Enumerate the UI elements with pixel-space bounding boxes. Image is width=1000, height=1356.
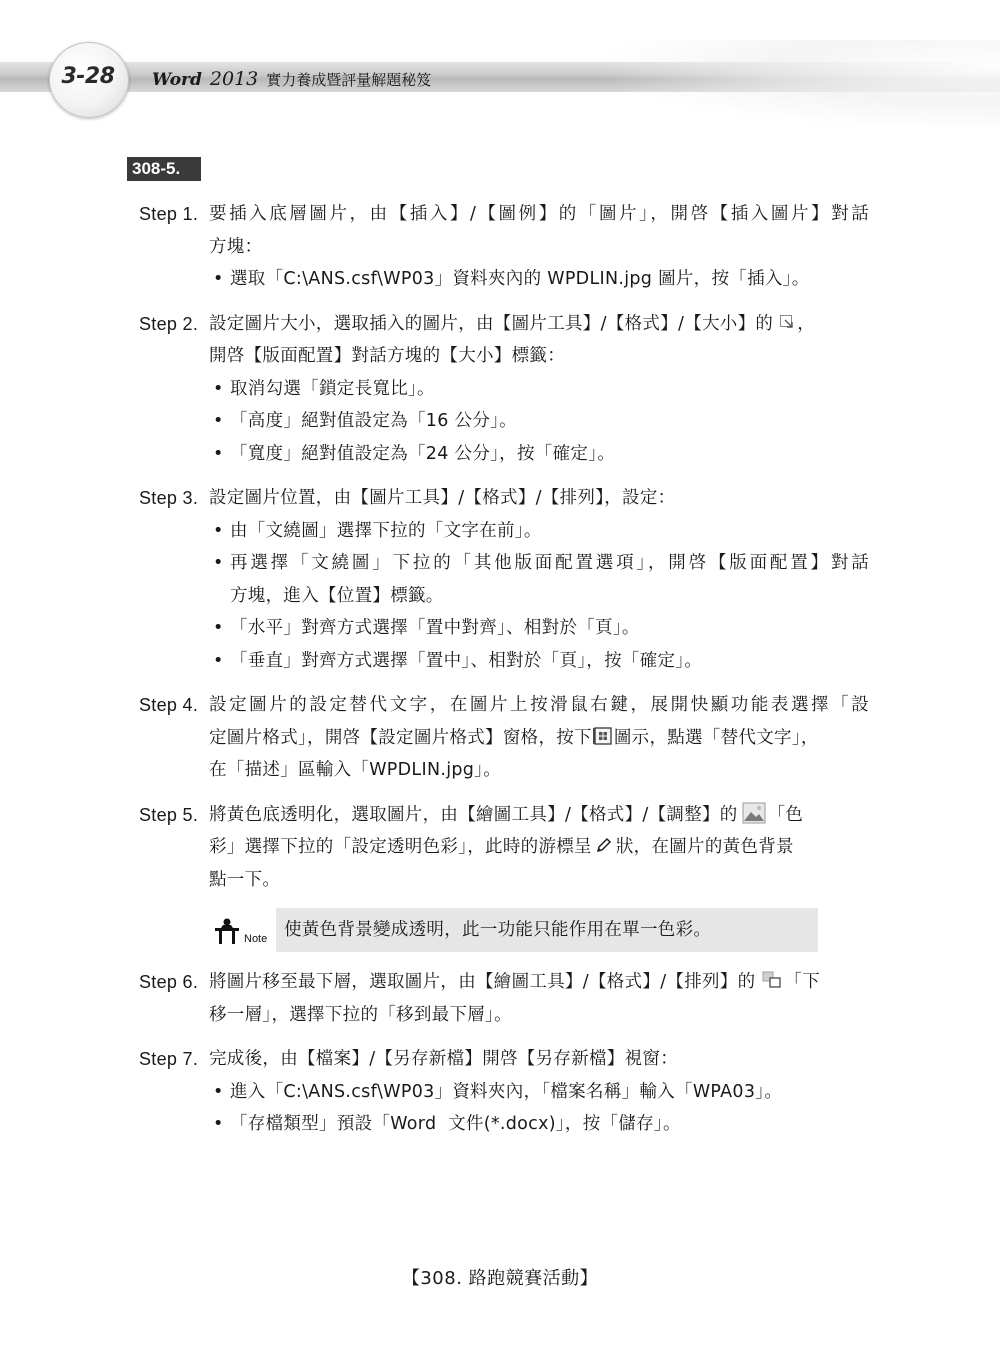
step-2 (139, 308, 869, 471)
step-text-part: 「下 (784, 972, 820, 992)
bullet-dot: • (213, 1081, 224, 1102)
step-label: Step 4. (139, 695, 199, 715)
step-label: Step 6. (139, 972, 199, 992)
bullet-text: 方塊，進入【位置】標籤。 (230, 585, 444, 606)
step-text-part: 彩」選擇下拉的「設定透明色彩」，此時的游標呈 (209, 837, 592, 857)
bullet-item (139, 547, 869, 580)
bullet-item (139, 1076, 869, 1109)
step-label: Step 3. (139, 488, 199, 508)
page-number: 3-28 (61, 64, 115, 89)
step-text: 要插入底層圖片，由【插入】/【圖例】的「圖片」，開啓【插入圖片】對話 (209, 204, 869, 224)
step-1 (139, 198, 869, 296)
bullet-item (139, 373, 869, 406)
bullet-text: 再選擇「文繞圖」下拉的「其他版面配置選項」，開啓【版面配置】對話 (230, 553, 869, 573)
step-label: Step 5. (139, 804, 199, 825)
transparent-pen-icon (595, 836, 613, 854)
step-text (209, 308, 869, 341)
step-text: 設定圖片的設定替代文字，在圖片上按滑鼠右鍵，展開快顯功能表選擇「設 (209, 695, 869, 715)
step-label: Step 2. (139, 313, 199, 334)
step-text (209, 799, 869, 832)
step-text: 方塊： (209, 236, 263, 257)
bullet-dot: • (213, 553, 224, 573)
bullet-text: 選取「C:\ANS.csf\WP03」資料夾內的 WPDLIN.jpg 圖片，按「插入」。 (230, 269, 810, 289)
bullet-item (139, 612, 869, 645)
note-icon (213, 918, 271, 946)
step-label: Step 1. (139, 204, 199, 224)
step-text (209, 831, 869, 864)
bullet-dot: • (213, 520, 224, 541)
bullet-dot: • (213, 411, 224, 431)
bullet-dot: • (213, 618, 224, 638)
bullet-dot: • (213, 443, 224, 464)
bullet-text: 「垂直」對齊方式選擇「置中」、相對於「頁」，按「確定」。 (230, 650, 703, 671)
book-title-subtitle: 實力養成暨評量解題秘笈 (266, 71, 432, 89)
note-callout (139, 908, 869, 952)
bullet-item (139, 438, 869, 471)
bullet-text: 「高度」絕對值設定為「16 公分」。 (230, 411, 517, 431)
step-text: 開啓【版面配置】對話方塊的【大小】標籤： (209, 346, 565, 366)
step-3 (139, 482, 869, 677)
step-text (209, 722, 869, 755)
layout-properties-icon (593, 726, 613, 746)
steps-list (139, 198, 869, 1153)
bullet-text: 「存檔類型」預設「Word 文件(*.docx)」，按「儲存」。 (230, 1114, 681, 1134)
bullet-item (139, 405, 869, 438)
step-text: 設定圖片位置，由【圖片工具】/【格式】/【排列】，設定： (209, 488, 676, 508)
note-icon-label: Note (244, 933, 268, 945)
bullet-text: 進入「C:\ANS.csf\WP03」資料夾內，「檔案名稱」輸入「WPA03」。 (230, 1081, 783, 1102)
step-text-part: ， (797, 313, 816, 334)
step-text-part: 「色 (767, 804, 804, 825)
step-text: 移一層」，選擇下拉的「移到最下層」。 (209, 1004, 512, 1025)
header-highlight (600, 40, 1000, 130)
bullet-dot: • (213, 650, 224, 671)
step-5 (139, 799, 869, 897)
book-title-word: Word (152, 70, 202, 90)
book-title (152, 68, 431, 90)
bullet-text: 「水平」對齊方式選擇「置中對齊」、相對於「頁」。 (230, 618, 640, 638)
bullet-item (139, 263, 869, 296)
step-4 (139, 689, 869, 787)
step-text: 在「描述」區輸入「WPDLIN.jpg」。 (209, 760, 502, 780)
picture-color-icon (742, 802, 766, 824)
step-text-part: 將圖片移至最下層，選取圖片，由【繪圖工具】/【格式】/【排列】的 (209, 972, 756, 992)
bullet-item (139, 645, 869, 678)
step-text: 完成後，由【檔案】/【另存新檔】開啓【另存新檔】視窗： (209, 1049, 678, 1069)
step-text-part: 將黃色底透明化，選取圖片，由【繪圖工具】/【格式】/【調整】的 (209, 804, 738, 825)
step-7 (139, 1043, 869, 1141)
step-text-part: 狀，在圖片的黃色背景 (615, 837, 794, 857)
note-text: 使黃色背景變成透明，此一功能只能作用在單一色彩。 (276, 908, 818, 952)
bullet-dot: • (213, 1114, 224, 1134)
bullet-dot: • (213, 269, 224, 289)
bullet-text: 由「文繞圖」選擇下拉的「文字在前」。 (230, 520, 542, 541)
step-label: Step 7. (139, 1049, 199, 1069)
step-text (209, 966, 869, 999)
step-text: 點一下。 (209, 869, 281, 890)
bullet-item (139, 1108, 869, 1141)
step-text-part: 定圖片格式」，開啓【設定圖片格式】窗格，按下 (209, 727, 592, 748)
bullet-dot: • (213, 378, 224, 399)
dialog-launcher-icon (779, 314, 795, 330)
bullet-text: 取消勾選「鎖定長寬比」。 (230, 378, 435, 399)
send-backward-icon (761, 970, 783, 990)
bullet-text: 「寬度」絕對值設定為「24 公分」，按「確定」。 (230, 443, 616, 464)
step-text-part: 設定圖片大小，選取插入的圖片，由【圖片工具】/【格式】/【大小】的 (209, 313, 774, 334)
book-title-year: 2013 (209, 68, 259, 90)
bullet-item (139, 515, 869, 548)
section-label: 308-5. (127, 157, 201, 181)
step-text-part: 圖示，點選「替代文字」， (613, 727, 819, 748)
page-footer: 【308. 路跑競賽活動】 (401, 1268, 599, 1289)
step-6 (139, 966, 869, 1031)
